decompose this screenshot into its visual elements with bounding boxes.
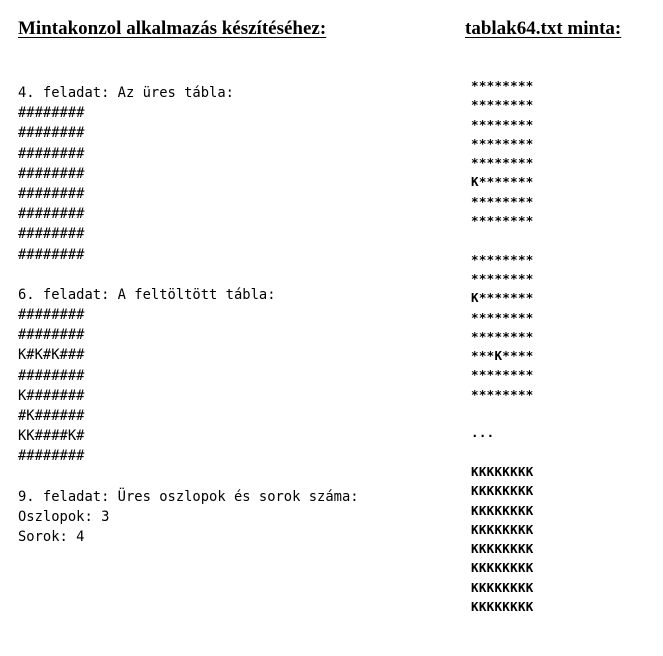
file-sample-heading: tablak64.txt minta:: [465, 18, 622, 39]
console-line: Oszlopok: 3: [18, 508, 110, 525]
sample-line: KKKKKKKK: [471, 463, 534, 479]
sample-line: ********: [471, 78, 534, 93]
sample-line: K*******: [471, 290, 534, 306]
console-sample-heading: Mintakonzol alkalmazás készítéséhez:: [18, 18, 327, 39]
sample-line: ********: [471, 213, 534, 229]
console-line: #K######: [18, 408, 85, 424]
sample-line: ********: [471, 251, 534, 267]
sample-line: ********: [471, 367, 534, 383]
sample-line: ********: [471, 116, 534, 132]
console-line: Sorok: 4: [18, 529, 85, 546]
sample-line: KKKKKKKK: [471, 521, 534, 537]
sample-line: ********: [471, 270, 534, 286]
console-line: ########: [18, 448, 85, 465]
sample-line: ********: [471, 386, 534, 402]
sample-line: [471, 443, 581, 462]
sample-line: KKKKKKKK: [471, 502, 534, 518]
console-line: ########: [18, 307, 85, 324]
sample-line: ***K****: [471, 348, 534, 364]
sample-line: KKKKKKKK: [471, 579, 534, 595]
sample-line: K*******: [471, 174, 534, 190]
console-line: 4. feladat: Az üres tábla:: [18, 85, 234, 101]
console-line: ########: [18, 327, 85, 344]
console-line: ########: [18, 145, 85, 162]
sample-line: ...: [471, 425, 495, 441]
console-line: ########: [18, 185, 85, 202]
sample-line: ********: [471, 155, 534, 171]
sample-line: [471, 230, 581, 249]
file-sample-content: [471, 76, 581, 616]
sample-line: ********: [471, 309, 534, 325]
console-line: [18, 265, 438, 285]
sample-line: KKKKKKKK: [471, 560, 534, 576]
console-line: 6. feladat: A feltöltött tábla:: [18, 286, 276, 303]
console-line: ########: [18, 125, 85, 142]
sample-line: KKKKKKKK: [471, 541, 534, 557]
console-line: ########: [18, 105, 85, 122]
console-line: ########: [18, 246, 85, 263]
console-output: [18, 83, 438, 547]
console-line: ########: [18, 226, 85, 243]
sample-line: ********: [471, 97, 534, 113]
console-line: KK####K#: [18, 428, 85, 445]
console-line: ########: [18, 206, 85, 223]
console-line: 9. feladat: Üres oszlopok és sorok száma:: [18, 488, 359, 505]
sample-line: [471, 404, 581, 423]
console-line: ########: [18, 367, 85, 384]
sample-line: ********: [471, 328, 534, 344]
console-line: [18, 467, 438, 487]
console-line: ########: [18, 165, 85, 182]
sample-line: KKKKKKKK: [471, 483, 534, 499]
console-line: K#K#K###: [18, 347, 85, 364]
sample-line: ********: [471, 193, 534, 209]
sample-line: KKKKKKKK: [471, 599, 534, 615]
sample-line: ********: [471, 135, 534, 151]
console-line: K#######: [18, 387, 85, 404]
